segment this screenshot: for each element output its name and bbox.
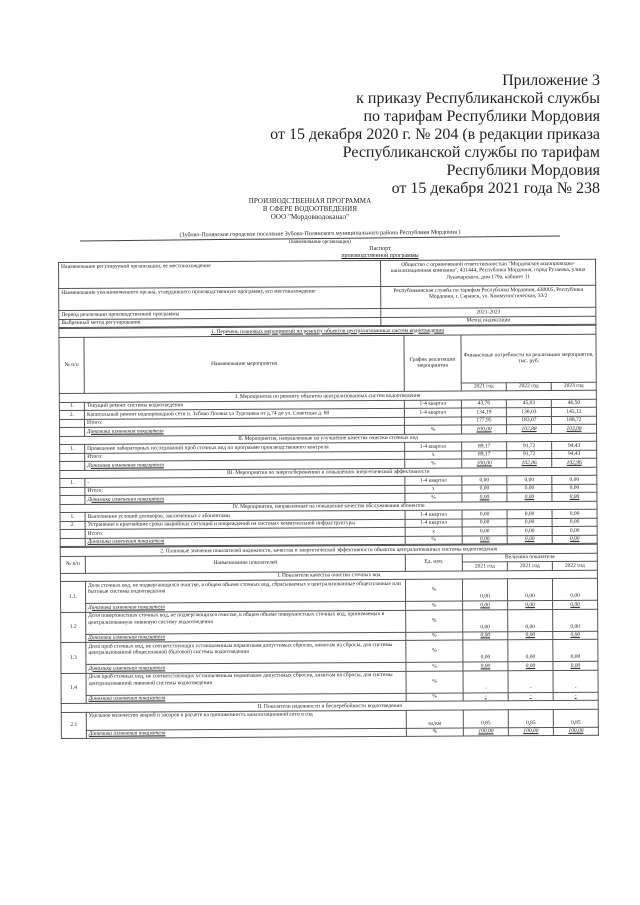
dynamics-value: 0,00: [463, 631, 508, 640]
row-value: 0,85: [553, 709, 598, 727]
dynamics-label: Динамика изменения показателя: [85, 459, 405, 469]
total-value: 0,00: [507, 484, 552, 493]
row-value: 0,00: [552, 509, 597, 518]
row-value: 0,00: [552, 578, 597, 600]
measures-table: [58, 325, 597, 547]
year-header: 2021 год: [507, 561, 552, 570]
passport-period-value: 2021-2023: [381, 307, 596, 317]
row-value: 0,00: [552, 475, 597, 484]
row-value: 94,43: [552, 441, 597, 450]
total-value: 177,95: [461, 416, 506, 425]
row-value: 89,17: [462, 442, 507, 451]
col-unit-header: Ед. изм.: [405, 554, 462, 571]
dynamics-value: 0,00: [463, 662, 508, 671]
row-value: 0,00: [553, 639, 598, 661]
dynamics-value: -: [553, 692, 598, 701]
row-value: 134,19: [461, 408, 506, 417]
row-name: Устранение в кратчайшие сроки аварийных ситуаций и повреждений на системах коммунальной инфраструктуры: [85, 519, 405, 529]
row-value: 0,00: [507, 509, 552, 518]
dynamics-label: Динамика изменения показателя: [86, 632, 406, 642]
dynamics-unit: %: [406, 662, 463, 671]
dynamics-unit: %: [405, 493, 462, 502]
dynamics-label: Динамика изменения показателя: [86, 728, 406, 738]
total-value: 0,00: [552, 484, 597, 493]
year-header: 2022 год: [506, 382, 551, 391]
row-num: 1.: [59, 402, 84, 411]
dynamics-value: -: [508, 692, 553, 701]
dynamics-value: 100,00: [463, 727, 508, 736]
total-value: 188,72: [551, 416, 596, 425]
row-name: Текущий ремонт системы водоотведения: [84, 400, 404, 410]
dynamics-value: 102,96: [552, 458, 597, 467]
approval-header: [180, 72, 600, 198]
row-unit: ед/км: [406, 710, 463, 728]
passport-method-value: Метод индексации: [381, 316, 596, 326]
row-name: Выполнение условий договоров, заключенных с абонентами: [85, 510, 405, 520]
program-subtitle: В СФЕРЕ ВОДООТВЕДЕНИЯ: [262, 205, 358, 213]
row-num: 1.: [60, 512, 85, 521]
dynamics-value: 100,00: [462, 459, 507, 468]
row-value: 0,00: [463, 640, 508, 662]
dynamics-value: 0,00: [552, 535, 597, 544]
row-value: -: [463, 670, 508, 692]
dynamics-value: 0,00: [553, 600, 598, 609]
total-value: 0,00: [552, 526, 597, 535]
row-num: 1.1.: [60, 581, 85, 612]
dynamics-unit: %: [406, 728, 463, 737]
passport-label: Паспорт: [369, 246, 391, 252]
passport-auth-value: Республиканская служба по тарифам Республики Мордовия, 430005, Республика Мордовия, г. Саранск, ул. Коммунистическая, 33/2: [381, 285, 596, 308]
dynamics-value: 0,00: [552, 492, 597, 501]
row-schedule: 1-4 квартал: [405, 476, 462, 485]
row-unit: %: [406, 671, 463, 693]
row-value: 138,03: [506, 407, 551, 416]
dynamics-unit: %: [405, 425, 462, 434]
col-name-header: Наименование мероприятия: [84, 335, 404, 393]
row-value: 0,00: [462, 510, 507, 519]
group-title: II. Показатели надежности и бесперебойности водоотведения: [61, 700, 598, 712]
row-value: 0,00: [507, 578, 552, 600]
dynamics-value: 0,00: [462, 535, 507, 544]
row-name: -: [85, 476, 405, 486]
total-value: 0,00: [462, 527, 507, 536]
dynamics-value: 0,00: [508, 600, 553, 609]
row-num: 1.2: [61, 612, 86, 643]
dynamics-value: 100,00: [553, 727, 598, 736]
dynamics-value: 0,00: [508, 661, 553, 670]
total-label: Итого:: [85, 451, 405, 461]
row-num: 1.4: [61, 673, 86, 704]
col-num-header: № п/п: [60, 556, 85, 573]
row-schedule: 1-4 квартал: [404, 400, 461, 409]
total-value: 0,00: [462, 484, 507, 493]
row-value: 0,00: [508, 639, 553, 661]
total-value: 89,17: [462, 450, 507, 459]
row-value: 0,00: [507, 518, 552, 527]
row-num: 2.1: [61, 712, 86, 739]
row-name: Капитальный ремонт водопроводной сети п. Зубово Поляна ул Тургенева от д.74 до ул. Советская д. 80: [84, 408, 404, 418]
dynamics-label: Динамика изменения показателя: [86, 662, 406, 672]
col-name-header: Наименование показателей: [85, 554, 405, 573]
dynamics-value: 102,88: [507, 424, 552, 433]
total-value: 91,72: [507, 450, 552, 459]
municipality-line: (Зубово-Полянское городское поселение Зубово-Полянского муниципального района Республики Мордовия ): [80, 227, 560, 241]
header-line: от 15 декабря 2020 г. № 204 (в редакции приказа: [270, 126, 600, 143]
total-x: x: [405, 485, 462, 494]
section1-title: 1. Перечень плановых мероприятий по ремонту объектов централизованных систем водоотведения: [59, 325, 596, 337]
group-title: I. Показатели качества очистки сточных вод: [60, 570, 597, 582]
row-num: 2.: [59, 410, 84, 419]
program-title: ПРОИЗВОДСТВЕННАЯ ПРОГРАММА: [248, 197, 372, 205]
total-label: Итого:: [84, 417, 404, 427]
dynamics-unit: %: [405, 536, 462, 545]
dynamics-value: 0,00: [507, 535, 552, 544]
dynamics-label: Динамика изменения показателя: [85, 425, 405, 435]
dynamics-unit: %: [405, 459, 462, 468]
header-line: Республиканской службы по тарифам: [342, 144, 600, 161]
header-line: по тарифам Республики Мордовия: [363, 108, 600, 125]
dynamics-unit: %: [406, 601, 463, 610]
dynamics-label: Динамика изменения показателя: [85, 536, 405, 546]
dynamics-value: 0,00: [463, 601, 508, 610]
total-value: 0,00: [507, 526, 552, 535]
row-name: Доля проб сточных вод, не соответствующих установленным нормативам допустимых сбросов, лимитам на сбросы, для системы централизованной общесплавной (бытовой) системы водоотведения: [86, 640, 406, 664]
passport-auth-label: Наименование уполномоченного органа, утвердившего производственную программу, его местонахождение: [59, 287, 381, 311]
row-num: 1.: [60, 478, 85, 487]
dynamics-unit: %: [406, 632, 463, 641]
dynamics-value: 100,00: [508, 727, 553, 736]
row-name: Удельное количество аварий и засоров в расчете на протяженность канализационной сети в год: [86, 710, 406, 730]
year-header: 2021 год: [462, 562, 507, 571]
passport-sublabel: производственной программы: [341, 253, 419, 259]
row-value: 0,85: [508, 709, 553, 727]
row-unit: %: [406, 610, 463, 632]
header-line: Приложение 3: [502, 72, 600, 89]
group-title: IV. Мероприятия, направленные на повышение качества обслуживания абонентов: [60, 501, 597, 513]
indicators-table: [60, 544, 599, 739]
row-schedule: 1-4 квартал: [405, 442, 462, 451]
row-num: 1.3: [61, 642, 86, 673]
row-value: 0,00: [463, 609, 508, 631]
dynamics-value: 102,86: [507, 458, 552, 467]
row-value: 45,03: [506, 399, 551, 408]
dynamics-unit: %: [406, 693, 463, 702]
row-value: 142,12: [551, 407, 596, 416]
row-value: 0,00: [508, 609, 553, 631]
row-value: 0,00: [507, 475, 552, 484]
header-line: Республики Мордовия: [446, 162, 600, 179]
group-title: III. Мероприятия по энергосбережению и повышению энергетической эффективности: [60, 467, 597, 479]
row-name: Доля поверхностных сточных вод, не подвергающихся очистке, в общем объеме поверхностных сточных вод, принимаемых в централизованную ливневую систему водоотведения: [86, 610, 406, 634]
col-finance-header: Финансовые потребности на реализацию мероприятия, тыс. руб.: [461, 334, 596, 383]
row-value: 0,00: [462, 476, 507, 485]
dynamics-label: Динамика изменения показателя: [86, 601, 406, 611]
row-value: 46,50: [551, 399, 596, 408]
total-value: 94,43: [552, 450, 597, 459]
header-line: к приказу Республиканской службы: [356, 90, 600, 107]
row-schedule: 1-4 квартал: [405, 519, 462, 528]
row-value: 0,00: [462, 518, 507, 527]
dynamics-label: Динамика изменения показателя: [85, 493, 405, 503]
dynamics-value: 103,08: [552, 424, 597, 433]
total-label: Итого:: [85, 485, 405, 495]
group-title: I. Мероприятия по ремонту объектов централизованных систем водоотведения: [59, 390, 596, 402]
total-x: x: [405, 451, 462, 460]
passport-period-label: Период реализации производственной программы: [59, 309, 381, 319]
row-unit: %: [405, 579, 462, 601]
row-schedule: 1-4 квартал: [404, 408, 461, 417]
dynamics-value: 0,00: [553, 661, 598, 670]
passport-org-label: Наименование регулируемой организации, ее местонахождение: [59, 261, 381, 289]
row-value: -: [553, 670, 598, 692]
row-value: 0,85: [463, 709, 508, 727]
row-name: Доля проб сточных вод, не соответствующих установленным нормативам допустимых сбросов, лимитам на сбросы, для системы централизованной ливневой системы водоотведения: [86, 671, 406, 695]
row-value: 91,72: [507, 441, 552, 450]
year-header: 2021 год: [461, 382, 506, 391]
row-num: 1.: [60, 444, 85, 453]
year-header: 2023 год: [551, 382, 596, 391]
header-line: от 15 декабря 2021 года № 238: [391, 180, 600, 197]
program-titles: [80, 197, 540, 221]
total-x: x: [405, 527, 462, 536]
col-num-header: № п/п: [59, 337, 84, 394]
col-value-header: Величина показателя: [462, 553, 597, 562]
dynamics-value: 0,00: [508, 631, 553, 640]
passport-method-label: Выбранный метод регулирования: [59, 317, 381, 327]
row-value: 0,00: [553, 609, 598, 631]
dynamics-value: 0,00: [462, 493, 507, 502]
total-value: 183,07: [506, 416, 551, 425]
section2-title: 2. Плановые значения показателей надежности, качества и энергетической эффективности объектов централизованных системы водоотведения: [60, 544, 597, 556]
row-value: 43,76: [461, 399, 506, 408]
row-value: 0,00: [552, 518, 597, 527]
total-label: Итого:: [85, 527, 405, 537]
dynamics-label: Динамика изменения показателя: [86, 693, 406, 703]
col-schedule-header: График реализации мероприятия: [404, 335, 461, 392]
row-num: 2.: [60, 521, 85, 530]
group-title: II. Мероприятия, направленные на улучшение качества очистки сточных вод: [60, 433, 597, 445]
row-name: Доля сточных вод, не подвергающихся очистке, в общем объеме сточных вод, сбрасываемых в централизованные общесплавные или бытовые системы водоотведения: [85, 579, 405, 603]
program-sheet: [58, 259, 599, 739]
passport-table: [58, 259, 596, 328]
dynamics-value: 100,00: [462, 425, 507, 434]
dynamics-value: 0,00: [507, 492, 552, 501]
municipality-caption: (наименование организации): [289, 240, 351, 245]
organization-name: ООО "Мордовводоканал": [270, 213, 350, 221]
row-unit: %: [406, 640, 463, 662]
dynamics-value: -: [463, 692, 508, 701]
row-name: Проведение лабораторных исследований проб сточных вод по программе производственного контроля: [85, 442, 405, 452]
row-value: -: [508, 670, 553, 692]
passport-title: [280, 246, 480, 260]
row-value: 0,00: [462, 579, 507, 601]
passport-org-value: Общество с ограниченной ответственностью "Мордовское водопроводно-канализационная компания", 431444, Республика Мордовия, город Рузаевка, улица Луначарского, дом 179а, кабинет 11: [381, 259, 596, 286]
year-header: 2022 год: [552, 561, 597, 570]
row-schedule: 1-4 квартал: [405, 510, 462, 519]
dynamics-value: 0,00: [553, 631, 598, 640]
